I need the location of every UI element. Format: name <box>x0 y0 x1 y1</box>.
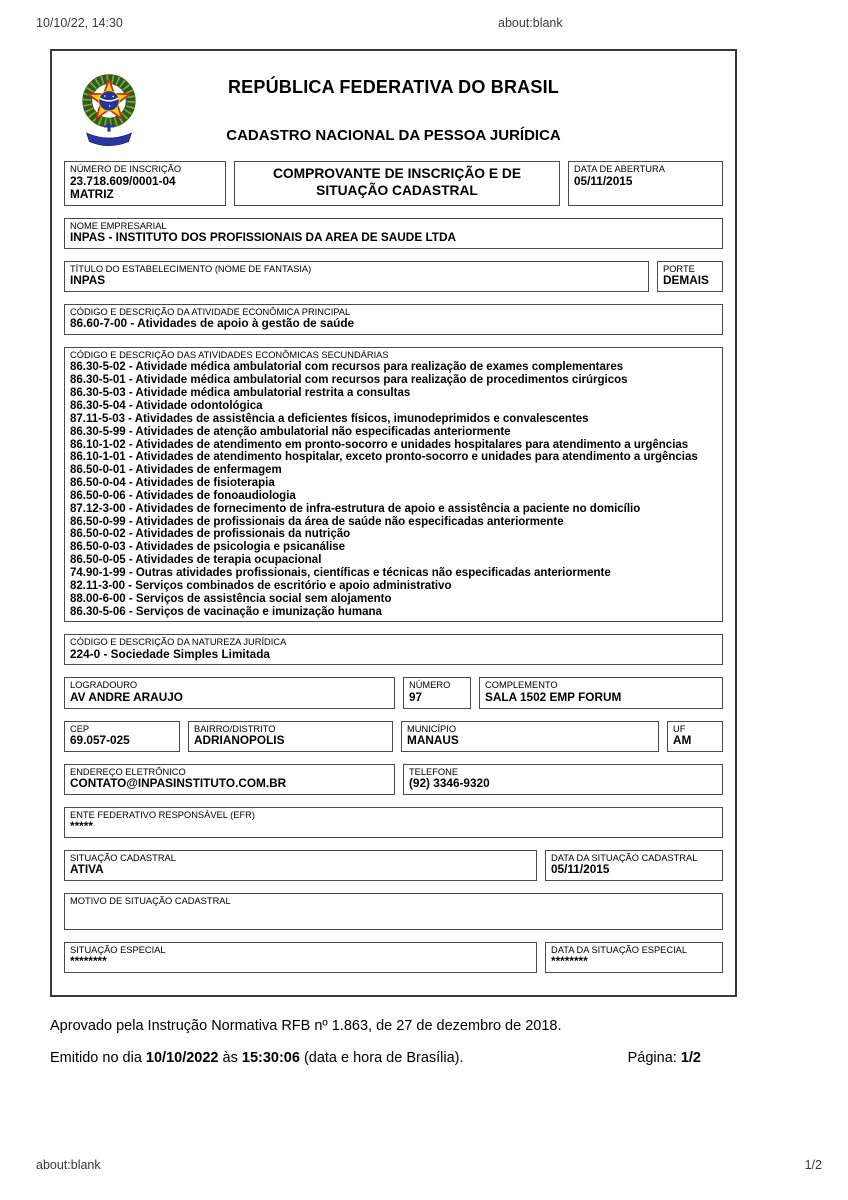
secondary-activities-list <box>70 361 717 618</box>
secondary-activity-line: 82.11-3-00 - Serviços combinados de escritório e apoio administrativo <box>70 579 452 592</box>
field-situacao-especial <box>64 942 537 973</box>
print-datetime: 10/10/22, 14:30 <box>36 16 123 30</box>
secondary-activity-line: 86.50-0-06 - Atividades de fonoaudiologia <box>70 489 296 502</box>
secondary-activity-line: 88.00-6-00 - Serviços de assistência social sem alojamento <box>70 592 392 605</box>
field-value: AV ANDRE ARAUJO <box>70 689 183 704</box>
page-indicator <box>628 1050 737 1066</box>
field-value: ADRIANOPOLIS <box>194 733 285 748</box>
document-subtitle: CADASTRO NACIONAL DA PESSOA JURÍDICA <box>226 127 561 144</box>
page-label: Página: <box>627 1050 681 1066</box>
secondary-activity-line: 74.90-1-99 - Outras atividades profissionais, científicas e técnicas não especificadas anteriormente <box>70 566 611 579</box>
field-label: CÓDIGO E DESCRIÇÃO DA ATIVIDADE ECONÔMICA PRINCIPAL <box>70 306 351 317</box>
field-value: 97 <box>409 689 423 704</box>
field-value: 23.718.609/0001-04 <box>70 173 176 188</box>
page-value: 1/2 <box>680 1050 701 1066</box>
field-label: SITUAÇÃO CADASTRAL <box>70 852 176 863</box>
field-label: DATA DA SITUAÇÃO ESPECIAL <box>551 944 688 955</box>
emitted-suffix: (data e hora de Brasília). <box>299 1050 464 1066</box>
field-label: CEP <box>70 723 90 734</box>
secondary-activity-line: 86.30-5-99 - Atividades de atenção ambulatorial não especificadas anteriormente <box>70 425 511 438</box>
print-header <box>36 16 812 32</box>
field-label: MOTIVO DE SITUAÇÃO CADASTRAL <box>70 895 231 906</box>
field-atividades-secundarias <box>64 347 723 622</box>
secondary-activity-line: 86.30-5-06 - Serviços de vacinação e imunização humana <box>70 605 382 618</box>
field-uf <box>667 721 723 752</box>
emitted-date: 10/10/2022 <box>145 1050 219 1066</box>
field-value: 224-0 - Sociedade Simples Limitada <box>70 646 270 661</box>
document-header <box>64 51 723 161</box>
field-label: LOGRADOURO <box>70 680 138 691</box>
emitted-text <box>50 1050 464 1066</box>
field-label: CÓDIGO E DESCRIÇÃO DA NATUREZA JURÍDICA <box>70 637 287 648</box>
emitted-row <box>50 1050 737 1066</box>
row-endereco-2 <box>64 721 723 752</box>
row-fantasia-porte <box>64 261 723 292</box>
secondary-activity-line: 86.50-0-05 - Atividades de terapia ocupacional <box>70 554 322 567</box>
field-comprovante-title <box>234 161 560 206</box>
secondary-activity-line: 86.10-1-02 - Atividades de atendimento em pronto-socorro e unidades hospitalares para atendimento a urgências <box>70 438 689 451</box>
field-nome-empresarial <box>64 218 723 249</box>
row-atividades-secundarias <box>64 347 723 622</box>
emitted-prefix: Emitido no dia <box>50 1050 146 1066</box>
secondary-activity-line: 86.30-5-04 - Atividade odontológica <box>70 400 263 412</box>
field-value: DEMAIS <box>663 273 709 288</box>
secondary-activity-line: 86.50-0-99 - Atividades de profissionais da área de saúde não especificadas anteriormente <box>70 515 564 528</box>
field-value: INPAS - INSTITUTO DOS PROFISSIONAIS DA AREA DE SAUDE LTDA <box>70 230 457 245</box>
field-label: BAIRRO/DISTRITO <box>194 723 276 734</box>
secondary-activity-line: 87.11-5-03 - Atividades de assistência a deficientes físicos, imunodeprimidos e convalescentes <box>70 412 589 425</box>
field-data-situacao-cadastral <box>545 850 723 881</box>
row-situacao-cadastral <box>64 850 723 881</box>
field-label: UF <box>673 723 686 734</box>
field-label: COMPLEMENTO <box>485 680 558 691</box>
print-footer-url: about:blank <box>36 1158 101 1172</box>
field-efr <box>64 807 723 838</box>
document-title: REPÚBLICA FEDERATIVA DO BRASIL <box>227 77 559 97</box>
field-value: CONTATO@INPASINSTITUTO.COM.BR <box>70 776 287 791</box>
secondary-activity-line: 86.50-0-04 - Atividades de fisioterapia <box>70 477 275 490</box>
brazil-coat-of-arms-icon <box>74 65 144 155</box>
field-label: NÚMERO <box>409 680 451 691</box>
secondary-activity-line: 86.50-0-01 - Atividades de enfermagem <box>70 464 282 477</box>
comprovante-text: COMPROVANTE DE INSCRIÇÃO E DE SITUAÇÃO CADASTRAL <box>272 166 522 198</box>
field-data-abertura <box>568 161 723 206</box>
field-nome-fantasia <box>64 261 649 292</box>
secondary-activity-line: 86.30-5-01 - Atividade médica ambulatorial com recursos para realização de procedimentos cirúrgicos <box>70 374 628 387</box>
secondary-activity-line: 86.50-0-03 - Atividades de psicologia e psicanálise <box>70 541 346 554</box>
field-cep <box>64 721 180 752</box>
document-titles <box>64 51 723 144</box>
field-label: SITUAÇÃO ESPECIAL <box>70 944 166 955</box>
emitted-mid: às <box>218 1050 242 1066</box>
field-value: (92) 3346-9320 <box>409 776 490 791</box>
field-label: NÚMERO DE INSCRIÇÃO <box>70 164 182 174</box>
print-footer <box>36 1158 822 1172</box>
field-numero-inscricao <box>64 161 226 206</box>
row-endereco-1 <box>64 677 723 708</box>
field-numero <box>403 677 471 708</box>
field-situacao-cadastral <box>64 850 537 881</box>
field-complemento <box>479 677 723 708</box>
field-value: INPAS <box>70 273 106 288</box>
field-value: 69.057-025 <box>70 733 130 748</box>
approval-text: Aprovado pela Instrução Normativa RFB nº 1.863, de 27 de dezembro de 2018. <box>50 1018 562 1034</box>
row-situacao-especial <box>64 942 723 973</box>
field-value: ATIVA <box>70 862 104 877</box>
field-value: 86.60-7-00 - Atividades de apoio à gestão de saúde <box>70 316 355 331</box>
row-nome-empresarial <box>64 218 723 249</box>
field-value-tipo: MATRIZ <box>70 187 114 202</box>
field-value: MANAUS <box>407 733 459 748</box>
field-bairro <box>188 721 393 752</box>
field-label: NOME EMPRESARIAL <box>70 220 167 231</box>
field-value: AM <box>673 733 692 748</box>
row-inscricao <box>64 161 723 206</box>
field-logradouro <box>64 677 395 708</box>
field-label: DATA DA SITUAÇÃO CADASTRAL <box>551 852 698 863</box>
secondary-activity-line: 86.10-1-01 - Atividades de atendimento hospitalar, exceto pronto-socorro e unidades para atendimento a urgências <box>70 451 698 464</box>
row-contato <box>64 764 723 795</box>
row-natureza-juridica <box>64 634 723 665</box>
print-page-title: about:blank <box>498 16 563 30</box>
field-motivo-situacao <box>64 893 723 930</box>
field-value: 05/11/2015 <box>574 173 633 188</box>
field-label: DATA DE ABERTURA <box>574 164 665 174</box>
row-efr <box>64 807 723 838</box>
row-atividade-principal <box>64 304 723 335</box>
secondary-activity-line: 87.12-3-00 - Atividades de fornecimento de infra-estrutura de apoio e assistência a paciente no domicílio <box>70 502 641 515</box>
secondary-activity-line: 86.30-5-03 - Atividade médica ambulatorial restrita a consultas <box>70 387 411 400</box>
print-footer-page: 1/2 <box>804 1158 822 1172</box>
field-value: SALA 1502 EMP FORUM <box>485 689 622 704</box>
field-label: TÍTULO DO ESTABELECIMENTO (NOME DE FANTASIA) <box>70 263 312 274</box>
secondary-activity-line: 86.50-0-02 - Atividades de profissionais da nutrição <box>70 528 351 541</box>
field-atividade-principal <box>64 304 723 335</box>
field-municipio <box>401 721 659 752</box>
field-label: TELEFONE <box>409 766 459 777</box>
field-value: 05/11/2015 <box>551 862 610 877</box>
field-label: PORTE <box>663 263 695 274</box>
field-label: ENTE FEDERATIVO RESPONSÁVEL (EFR) <box>70 809 255 820</box>
field-natureza-juridica <box>64 634 723 665</box>
row-motivo-situacao <box>64 893 723 930</box>
field-label: ENDEREÇO ELETRÔNICO <box>70 766 186 777</box>
field-data-situacao-especial <box>545 942 723 973</box>
field-porte <box>657 261 723 292</box>
field-value: ***** <box>70 819 93 834</box>
field-value: ******** <box>551 954 588 969</box>
secondary-activity-line: 86.30-5-02 - Atividade médica ambulatorial com recursos para realização de exames complementares <box>70 361 624 374</box>
field-value: ******** <box>70 954 107 969</box>
cnpj-document <box>50 49 737 997</box>
field-label: MUNICÍPIO <box>407 723 457 734</box>
field-email <box>64 764 395 795</box>
field-telefone <box>403 764 723 795</box>
field-label: CÓDIGO E DESCRIÇÃO DAS ATIVIDADES ECONÔMICAS SECUNDÁRIAS <box>70 349 389 360</box>
emitted-time: 15:30:06 <box>241 1050 300 1066</box>
